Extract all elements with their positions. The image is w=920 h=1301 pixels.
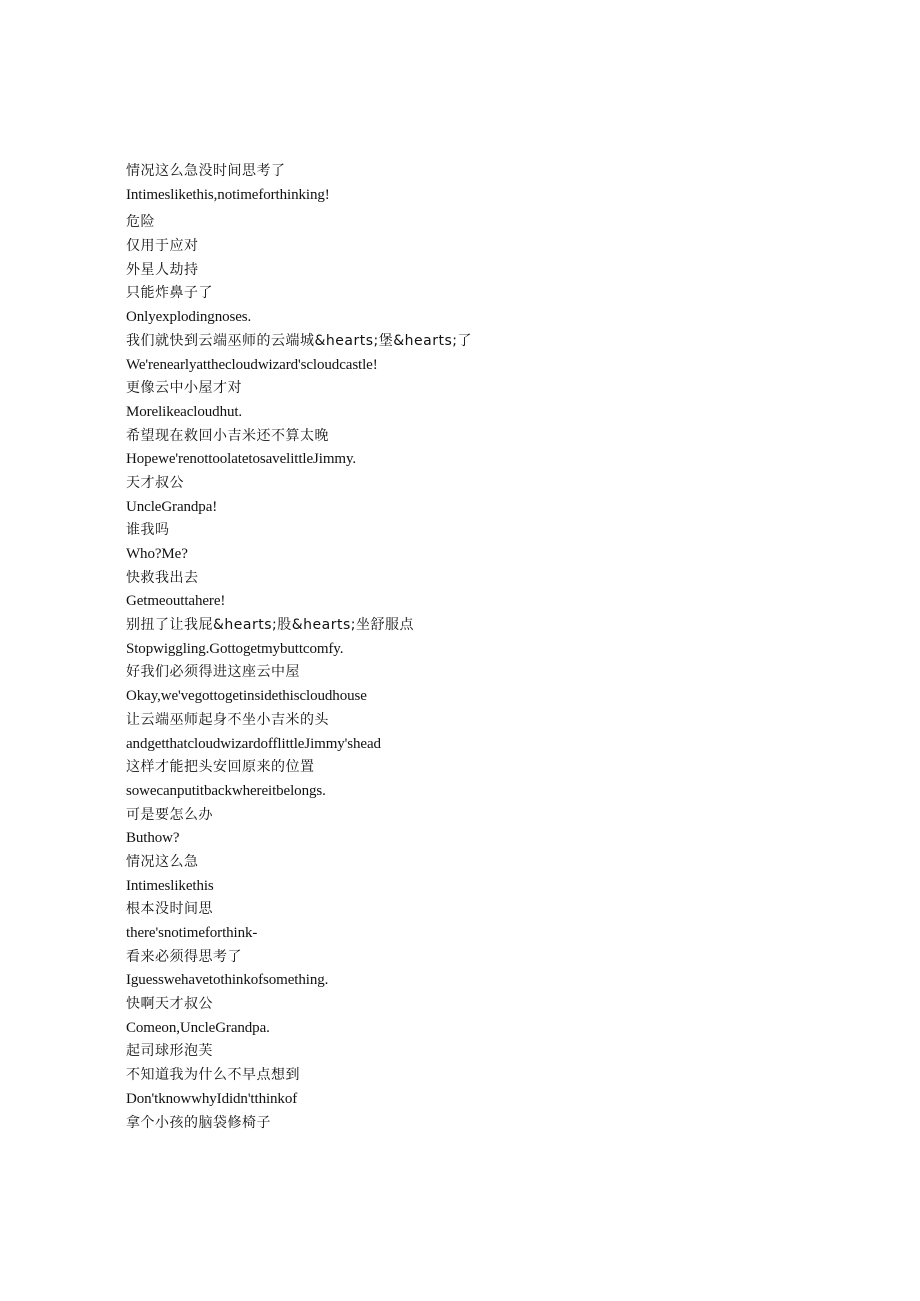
text-line: Intimeslikethis [126, 877, 214, 894]
text-line: 情况这么急没时间思考了 [126, 163, 286, 179]
text-line: 快救我出去 [126, 569, 199, 586]
text-line: 只能炸鼻子了 [126, 285, 213, 302]
text-line: 情况这么急 [126, 853, 199, 870]
text-line: 可是要怎么办 [126, 806, 213, 823]
text-line: Buthow? [126, 830, 180, 847]
text-line: 别扭了让我屁&hearts;股&hearts;坐舒服点 [126, 617, 414, 634]
text-line: 让云端巫师起身不坐小吉米的头 [126, 711, 329, 728]
text-line: 看来必须得思考了 [126, 948, 242, 965]
text-line: 仅用于应对 [126, 238, 199, 255]
text-line: 我们就快到云端巫师的云端城&hearts;堡&hearts;了 [126, 332, 472, 349]
text-line: 起司球形泡芙 [126, 1043, 213, 1060]
text-line: Hopewe'renottoolatetosavelittleJimmy. [126, 451, 357, 468]
text-line: Morelikeacloudhut. [126, 403, 243, 420]
text-line: Who?Me? [126, 546, 188, 562]
text-line: 好我们必须得进这座云中屋 [126, 664, 300, 681]
text-line: 不知道我为什么不早点想到 [126, 1067, 300, 1084]
text-line: Onlyexplodingnoses. [126, 309, 252, 326]
text-line: 天才叔公 [126, 474, 184, 491]
text-line: andgetthatcloudwizardofflittleJimmy'shead [126, 735, 381, 752]
text-line: 这样才能把头安回原来的位置 [126, 759, 315, 776]
text-line: Don'tknowwhyIdidn'tthinkof [126, 1090, 298, 1107]
text-line: We'renearlyatthecloudwizard'scloudcastle! [126, 356, 378, 373]
text-line: 更像云中小屋才对 [126, 380, 242, 397]
text-line: 危险 [126, 214, 155, 231]
text-line: Iguesswehavetothinkofsomething. [126, 972, 329, 989]
text-line: Getmeouttahere! [126, 593, 226, 610]
text-line: 根本没时间思 [126, 901, 213, 918]
text-line: there'snotimeforthink- [126, 925, 258, 941]
text-line: 谁我吗 [126, 522, 170, 539]
subtitle-lines [126, 160, 886, 1135]
text-line: Okay,we'vegottogetinsidethiscloudhouse [126, 688, 367, 705]
text-line: Comeon,UncleGrandpa. [126, 1019, 270, 1036]
text-line: sowecanputitbackwhereitbelongs. [126, 782, 326, 799]
text-line: 希望现在救回小吉米还不算太晚 [126, 427, 329, 444]
text-line: 外星人劫持 [126, 261, 199, 278]
text-line: Stopwiggling.Gottogetmybuttcomfy. [126, 640, 344, 657]
text-line: 拿个小孩的脑袋修椅子 [126, 1114, 271, 1131]
text-line: UncleGrandpa! [126, 498, 218, 515]
text-line: Intimeslikethis,notimeforthinking! [126, 186, 330, 203]
text-line: 快啊天才叔公 [126, 996, 213, 1013]
